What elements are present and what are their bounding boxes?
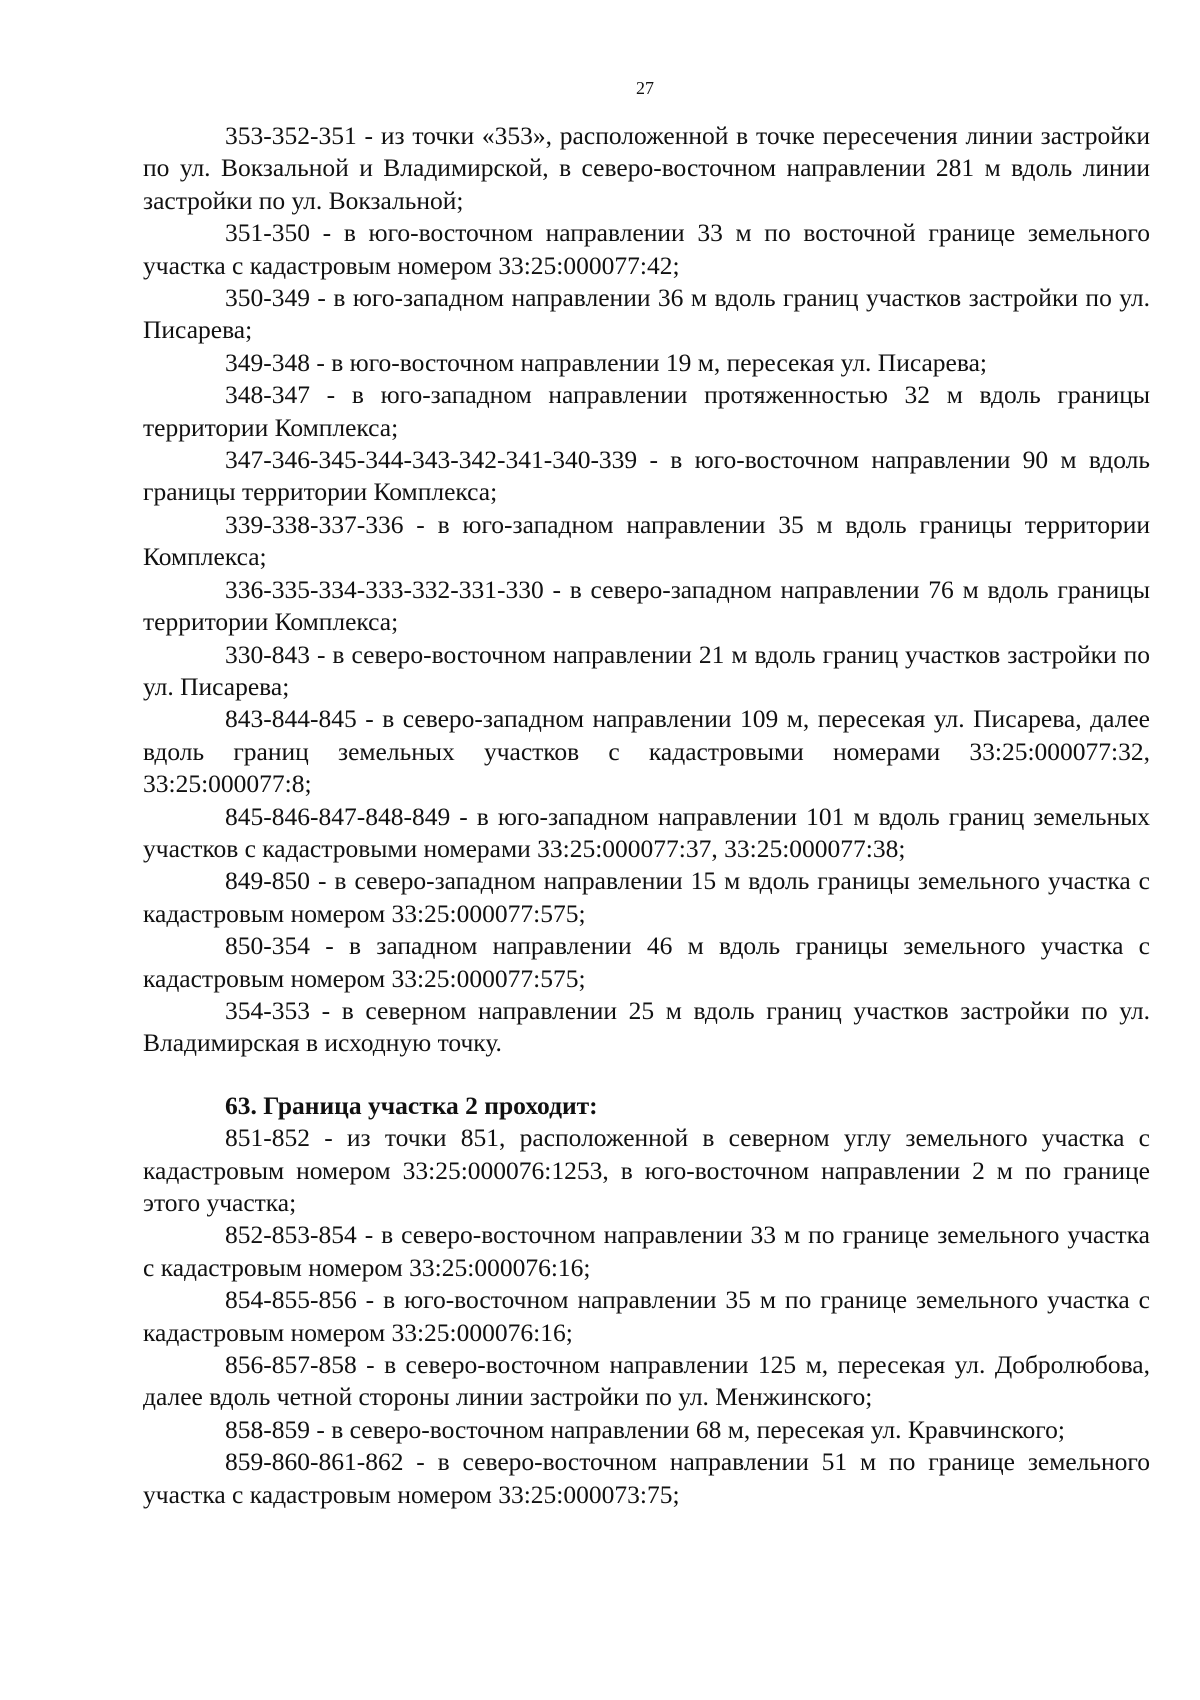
boundary-segment-paragraph: 339-338-337-336 - в юго-западном направлении 35 м вдоль границы территории Комплекса; <box>143 509 1150 572</box>
boundary-segment-paragraph: 347-346-345-344-343-342-341-340-339 - в юго-восточном направлении 90 м вдоль границы территории Комплекса; <box>143 445 1150 507</box>
boundary-segment-paragraph: 849-850 - в северо-западном направлении 15 м вдоль границы земельного участка с кадастровым номером 33:25:000077:575; <box>143 866 1150 928</box>
boundary-segment-paragraph: 349-348 - в юго-восточном направлении 19 м, пересекая ул. Писарева; <box>225 347 987 377</box>
boundary-segment-paragraph: 348-347 - в юго-западном направлении протяженностью 32 м вдоль границы территории Комплекса; <box>143 380 1150 442</box>
boundary-segment-paragraph: 843-844-845 - в северо-западном направлении 109 м, пересекая ул. Писарева, далее вдоль границ земельных участков с кадастровыми номерами 33:25:000077:32, 33:25:000077:8; <box>143 704 1150 799</box>
boundary-segment-paragraph: 858-859 - в северо-восточном направлении 68 м, пересекая ул. Кравчинского; <box>225 1414 1065 1444</box>
boundary-segment-paragraph: 336-335-334-333-332-331-330 - в северо-западном направлении 76 м вдоль границы территории Комплекса; <box>143 574 1150 637</box>
boundary-segment-paragraph: 330-843 - в северо-восточном направлении 21 м вдоль границ участков застройки по ул. Писарева; <box>143 639 1150 701</box>
boundary-segment-paragraph: 851-852 - из точки 851, расположенной в северном углу земельного участка с кадастровым номером 33:25:000076:1253, в юго-восточном направлении 2 м по границе этого участка; <box>143 1123 1150 1217</box>
boundary-segment-paragraph: 351-350 - в юго-восточном направлении 33 м по восточной границе земельного участка с кадастровым номером 33:25:000077:42; <box>143 218 1150 280</box>
boundary-segment-paragraph: 854-855-856 - в юго-восточном направлении 35 м по границе земельного участка с кадастровым номером 33:25:000076:16; <box>143 1285 1150 1347</box>
boundary-segment-paragraph: 856-857-858 - в северо-восточном направлении 125 м, пересекая ул. Добролюбова, далее вдоль четной стороны линии застройки по ул. Менжинского; <box>143 1350 1150 1412</box>
boundary-segment-paragraph: 354-353 - в северном направлении 25 м вдоль границ участков застройки по ул. Владимирская в исходную точку. <box>143 995 1150 1058</box>
boundary-segment-paragraph: 852-853-854 - в северо-восточном направлении 33 м по границе земельного участка с кадастровым номером 33:25:000076:16; <box>143 1220 1150 1282</box>
boundary-segment-paragraph: 850-354 - в западном направлении 46 м вдоль границы земельного участка с кадастровым номером 33:25:000077:575; <box>143 931 1150 993</box>
document-body <box>143 120 1150 1511</box>
section-heading: 63. Граница участка 2 проходит: <box>225 1090 598 1120</box>
boundary-segment-paragraph: 859-860-861-862 - в северо-восточном направлении 51 м по границе земельного участка с кадастровым номером 33:25:000073:75; <box>143 1447 1150 1509</box>
page-number: 27 <box>636 78 654 98</box>
boundary-segment-paragraph: 350-349 - в юго-западном направлении 36 м вдоль границ участков застройки по ул. Писарева; <box>143 283 1150 345</box>
boundary-segment-paragraph: 353-352-351 - из точки «353», расположенной в точке пересечения линии застройки по ул. Вокзальной и Владимирской, в северо-восточном направлении 281 м вдоль линии застройки по ул. Вокзальной; <box>143 121 1150 215</box>
boundary-segment-paragraph: 845-846-847-848-849 - в юго-западном направлении 101 м вдоль границ земельных участков с кадастровыми номерами 33:25:000077:37, 33:25:000077:38; <box>143 801 1150 863</box>
